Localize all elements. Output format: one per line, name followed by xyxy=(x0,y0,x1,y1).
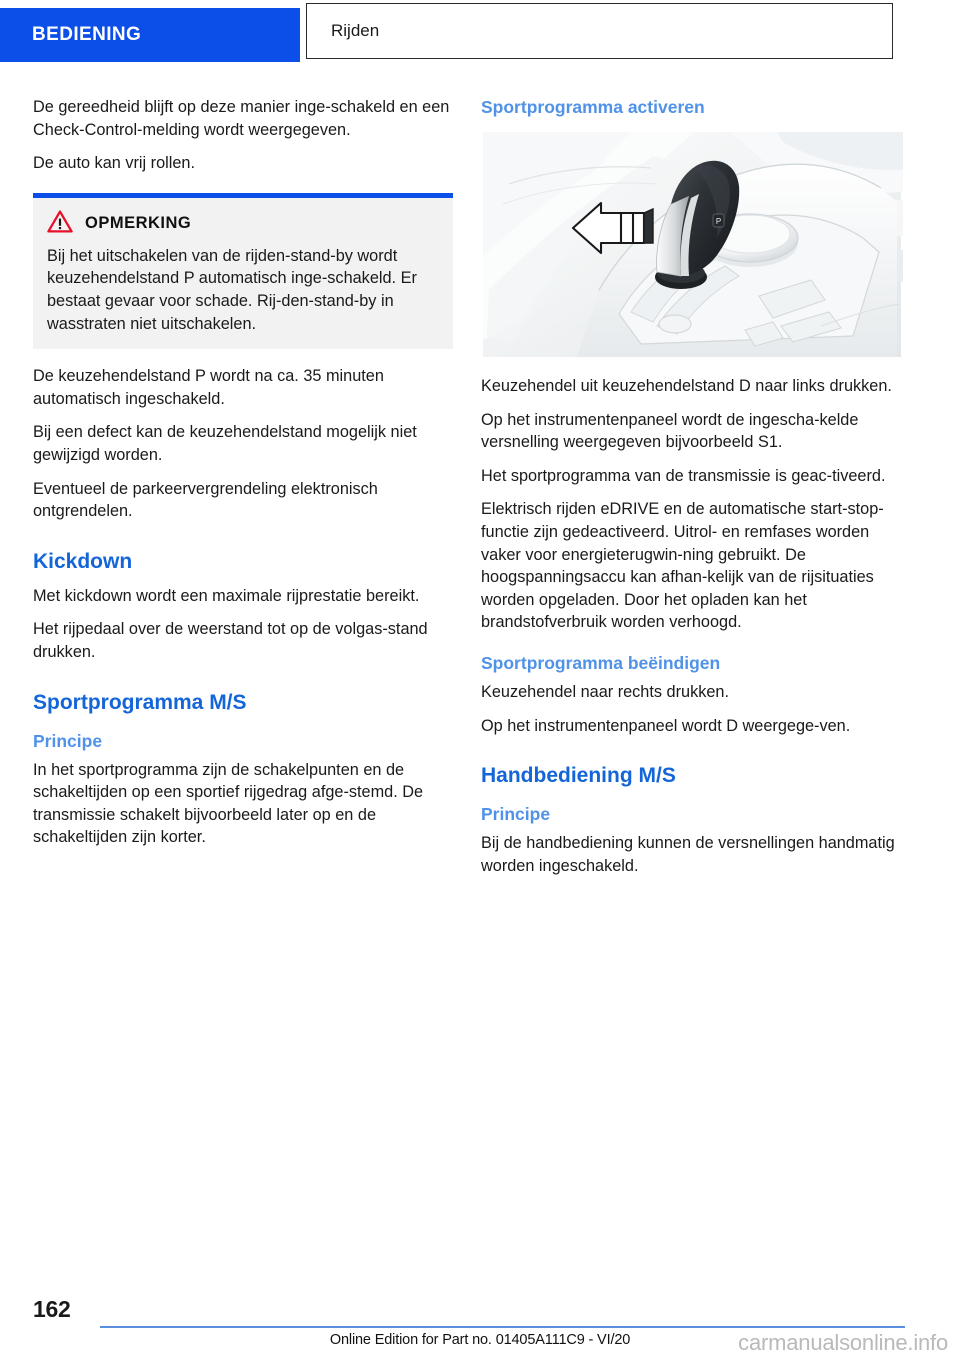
paragraph: Met kickdown wordt een maximale rijprestatie bereikt. xyxy=(33,586,420,605)
notice-title: OPMERKING xyxy=(85,214,192,233)
site-watermark: carmanualsonline.info xyxy=(738,1330,948,1355)
notice-text: Bij het uitschakelen van de rijden-stand-by wordt keuzehendelstand P automatisch inge-schakeld. Er bestaat gevaar voor schade. Rij-den-stand-by in wasstraten niet uitschakelen. xyxy=(47,246,417,333)
paragraph: De gereedheid blijft op deze manier inge-schakeld en een Check-Control-melding wordt weergegeven. xyxy=(33,98,450,139)
page-header xyxy=(0,0,960,62)
paragraph: In het sportprogramma zijn de schakelpunten en de schakeltijden op een sportief rijgedrag afge-stemd. De transmissie schakelt bijvoorbeeld later op en de schakeltijden zijn korter. xyxy=(33,760,424,847)
paragraph: Keuzehendel naar rechts drukken. xyxy=(481,682,729,701)
svg-text:P: P xyxy=(715,217,722,226)
notice-box xyxy=(33,193,453,349)
left-column xyxy=(33,96,453,849)
footer-rule xyxy=(100,1326,905,1328)
paragraph: Op het instrumentenpaneel wordt D weergege-ven. xyxy=(481,716,851,735)
page-footer xyxy=(0,1280,960,1362)
paragraph: De keuzehendelstand P wordt na ca. 35 minuten automatisch ingeschakeld. xyxy=(33,367,384,408)
header-chapter-label: BEDIENING xyxy=(32,24,142,45)
paragraph: Op het instrumentenpaneel wordt de ingescha-kelde versnelling weergegeven bijvoorbeeld S1. xyxy=(481,410,859,452)
heading-handbediening-ms: Handbediening M/S xyxy=(481,764,676,788)
right-column xyxy=(481,96,901,877)
edition-note: Online Edition for Part no. 01405A111C9 - VI/20 xyxy=(329,1332,631,1348)
warning-triangle-icon xyxy=(47,210,73,238)
subheading-principe: Principe xyxy=(481,804,551,825)
paragraph: Het sportprogramma van de transmissie is geac-tiveerd. xyxy=(481,466,886,485)
gear-selector-lever-illustration xyxy=(481,130,903,359)
notice-header xyxy=(47,210,439,238)
paragraph: Eventueel de parkeervergrendeling elektronisch ontgrendelen. xyxy=(33,479,378,521)
subheading-principe: Principe xyxy=(33,730,103,751)
paragraph: Elektrisch rijden eDRIVE en de automatische start-stop-functie zijn gedeactiveerd. Uitrol- en remfases worden vaker voor energieterugwin-ning gebruikt. De hoogspanningsaccu kan afhan-kelijk van de rijsituaties worden opgeladen. Door het opladen kan het brandstofverbruik worden verhoogd. xyxy=(481,500,884,632)
paragraph: Bij de handbediening kunnen de versnellingen handmatig worden ingeschakeld. xyxy=(481,834,895,875)
header-section-tab xyxy=(306,3,893,59)
header-section-label: Rijden xyxy=(331,21,380,40)
subheading-sportprogramma-activeren: Sportprogramma activeren xyxy=(481,97,705,117)
header-chapter-block xyxy=(0,8,300,62)
paragraph: Het rijpedaal over de weerstand tot op de volgas-stand drukken. xyxy=(33,620,428,661)
heading-sportprogramma-ms: Sportprogramma M/S xyxy=(33,690,247,714)
paragraph: De auto kan vrij rollen. xyxy=(33,154,195,173)
subheading-sportprogramma-beeindigen: Sportprogramma beëindigen xyxy=(481,652,721,673)
paragraph: Bij een defect kan de keuzehendelstand mogelijk niet gewijzigd worden. xyxy=(33,423,417,464)
heading-kickdown: Kickdown xyxy=(33,549,133,573)
page-number: 162 xyxy=(33,1296,71,1322)
paragraph: Keuzehendel uit keuzehendelstand D naar links drukken. xyxy=(481,377,892,395)
